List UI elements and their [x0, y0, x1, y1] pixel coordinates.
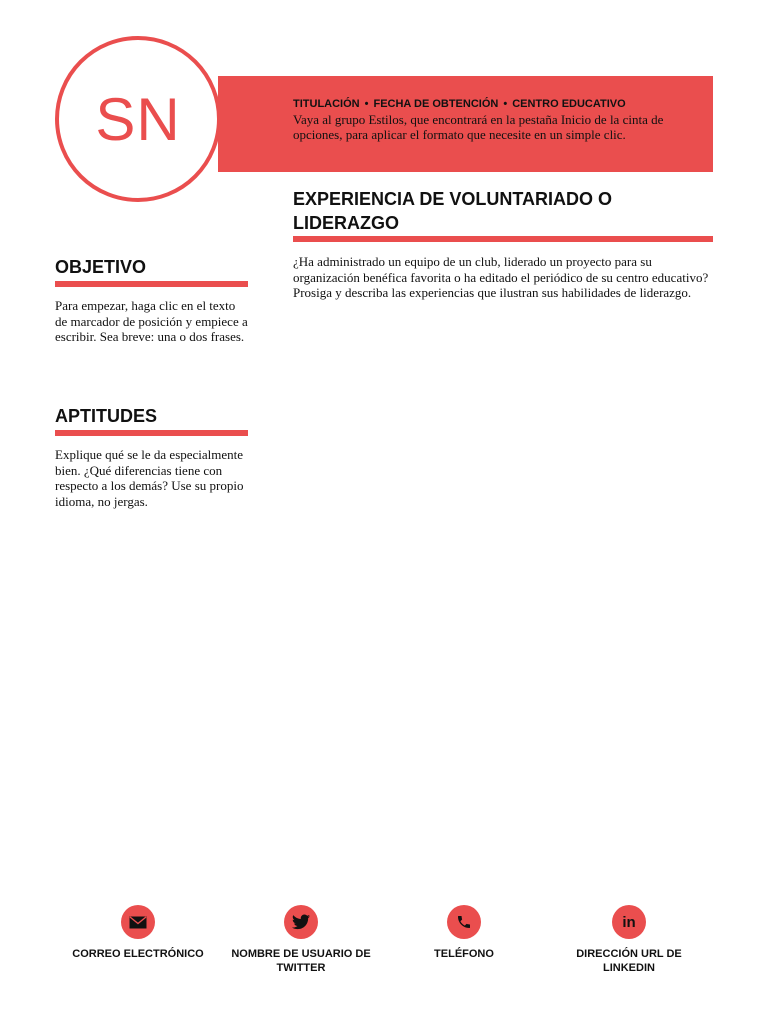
twitter-bird-icon	[284, 905, 318, 939]
objective-rule	[55, 281, 248, 287]
phone-icon	[447, 905, 481, 939]
email-label[interactable]: CORREO ELECTRÓNICO	[72, 948, 204, 960]
objective-body[interactable]: Para empezar, haga clic en el texto de marcador de posición y empiece a escribir. Sea breve: una o dos frases.	[55, 298, 248, 345]
contact-linkedin	[554, 905, 704, 975]
twitter-label[interactable]: NOMBRE DE USUARIO DE TWITTER	[231, 948, 371, 974]
phone-label[interactable]: TELÉFONO	[434, 948, 494, 960]
skills-heading[interactable]: APTITUDES	[55, 406, 158, 426]
envelope-icon	[121, 905, 155, 939]
degree-label[interactable]: TITULACIÓN	[293, 98, 360, 110]
experience-heading[interactable]: EXPERIENCIA DE VOLUNTARIADO O LIDERAZGO	[293, 189, 613, 233]
education-meta	[293, 97, 703, 112]
objective-heading[interactable]: OBJETIVO	[55, 257, 147, 277]
linkedin-glyph: in	[622, 913, 636, 931]
contact-twitter	[226, 905, 376, 975]
linkedin-label[interactable]: DIRECCIÓN URL DE LINKEDIN	[576, 948, 682, 974]
contact-email	[63, 905, 213, 961]
banner-text	[293, 97, 703, 142]
separator: •	[364, 98, 369, 110]
date-label[interactable]: FECHA DE OBTENCIÓN	[373, 98, 499, 110]
monogram-circle	[55, 36, 221, 202]
skills-rule	[55, 430, 248, 436]
separator: •	[503, 98, 508, 110]
monogram-initials[interactable]: SN	[95, 85, 181, 153]
experience-body[interactable]: ¿Ha administrado un equipo de un club, liderado un proyecto para su organización benéfica favorita o ha editado el periódico de su centro educativo? Prosiga y describa las experiencias que ilustran sus habilidades de liderazgo.	[293, 254, 709, 300]
experience-rule	[293, 236, 713, 242]
contact-phone	[389, 905, 539, 961]
skills-body[interactable]: Explique qué se le da especialmente bien. ¿Qué diferencias tiene con respecto a los demás? Use su propio idioma, no jergas.	[55, 447, 244, 510]
school-label[interactable]: CENTRO EDUCATIVO	[512, 98, 626, 110]
education-description[interactable]: Vaya al grupo Estilos, que encontrará en la pestaña Inicio de la cinta de opciones, para aplicar el formato que necesite en un simple clic.	[293, 112, 664, 142]
linkedin-icon	[612, 905, 646, 939]
